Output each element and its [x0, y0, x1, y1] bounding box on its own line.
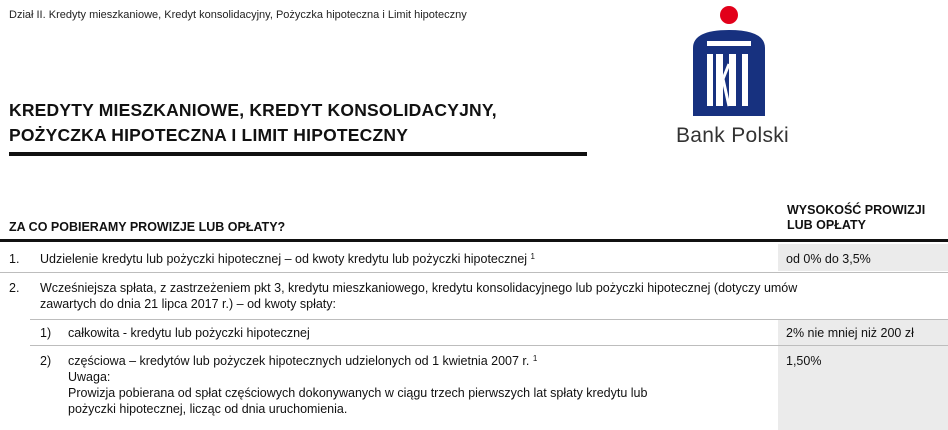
table-header-rule — [0, 239, 948, 242]
footnote-marker: 1 — [530, 252, 535, 261]
bank-name: Bank Polski — [676, 124, 790, 147]
subrow-text-line — [68, 353, 647, 369]
row-divider — [0, 272, 948, 273]
subrow-text: częściowa – kredytów lub pożyczek hipotecznych udzielonych od 1 kwietnia 2007 r. — [68, 354, 530, 368]
table-header-amount-line-2: LUB OPŁATY — [787, 218, 866, 232]
subrow-description — [68, 353, 647, 417]
breadcrumb: Dział II. Kredyty mieszkaniowe, Kredyt konsolidacyjny, Pożyczka hipoteczna i Limit hipoteczny — [9, 9, 467, 21]
table-header-charges: ZA CO POBIERAMY PROWIZJE LUB OPŁATY? — [9, 220, 286, 234]
note-label: Uwaga: — [68, 370, 111, 384]
title-underline — [9, 152, 587, 156]
table-row-description — [40, 280, 797, 312]
row-number: 2. — [9, 281, 20, 295]
subrow-text: całkowita - kredytu lub pożyczki hipotecznej — [68, 326, 310, 340]
page-title-line-1: KREDYTY MIESZKANIOWE, KREDYT KONSOLIDACYJNY, — [9, 100, 497, 120]
fee-value: od 0% do 3,5% — [786, 252, 871, 266]
page-title — [9, 98, 497, 148]
row-divider — [30, 319, 948, 320]
row-text-line-1: Wcześniejsza spłata, z zastrzeżeniem pkt 3, kredytu mieszkaniowego, kredytu konsolidacyjnego lub pożyczki hipotecznej (dotyczy umów — [40, 281, 798, 295]
row-text: Udzielenie kredytu lub pożyczki hipotecznej – od kwoty kredytu lub pożyczki hipotecznej — [40, 252, 528, 266]
subrow-number: 2) — [40, 354, 52, 368]
table-header-amount-line-1: WYSOKOŚĆ PROWIZJI — [787, 203, 926, 217]
row-divider — [30, 345, 948, 346]
fee-value: 2% nie mniej niż 200 zł — [786, 326, 914, 340]
fee-value: 1,50% — [786, 354, 822, 368]
note-text-line-1: Prowizja pobierana od spłat częściowych dokonywanych w ciągu trzech pierwszych lat spłaty kredytu lub — [68, 386, 648, 400]
footnote-marker: 1 — [532, 354, 538, 363]
row-number: 1. — [9, 252, 20, 266]
row-text-line-2: zawartych do dnia 21 lipca 2017 r.) – od kwoty spłaty: — [40, 297, 336, 311]
subrow-number: 1) — [40, 326, 52, 340]
table-header-amount — [787, 203, 925, 233]
table-row-description — [40, 251, 535, 267]
note-text-line-2: pożyczki hipotecznej, licząc od dnia uruchomienia. — [68, 402, 348, 416]
page-title-line-2: POŻYCZKA HIPOTECZNA I LIMIT HIPOTECZNY — [9, 125, 409, 145]
